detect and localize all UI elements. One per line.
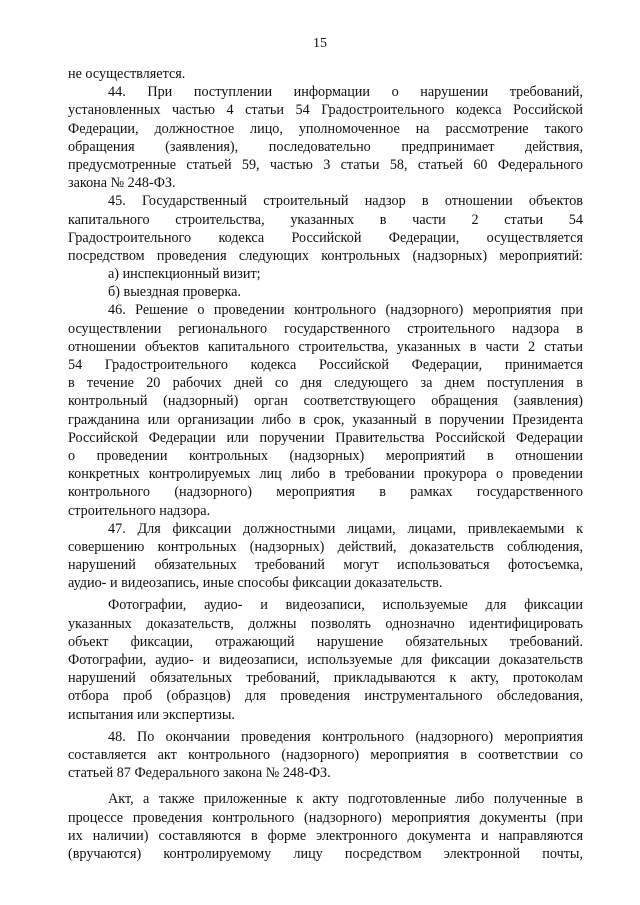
text-line: контрольного (надзорного) мероприятия в рамках государственного <box>68 484 583 501</box>
text-line: предусмотренные статьей 59, частью 3 статьи 58, статьей 60 Федерального <box>68 156 583 173</box>
text-line: их наличии) составляются в форме электронного документа и направляются <box>68 827 583 844</box>
text-line: процессе проведения контрольного (надзорного) мероприятия документы (при <box>68 809 583 826</box>
text-line: нарушений обязательных требований, прикладываются к акту, протоколам <box>68 670 583 687</box>
text-line: посредством проведения следующих контрольных (надзорных) мероприятий: <box>68 247 583 264</box>
text-line: (вручаются) контролируемому лицу посредством электронной почты, <box>68 845 583 862</box>
text-line: отбора проб (образцов) для проведения инструментального обследования, <box>68 688 583 705</box>
text-line: отношении объектов капитального строительства, указанных в части 2 статьи <box>68 338 583 355</box>
text-line: обращения (заявления), последовательно предпринимает действия, <box>68 138 583 155</box>
text-line: 44. При поступлении информации о нарушении требований, <box>108 84 583 101</box>
text-line: Фотографии, аудио- и видеозаписи, используемые для фиксации доказательств <box>68 652 583 668</box>
text-line: аудио- и видеозапись, иные способы фиксации доказательств. <box>68 575 443 592</box>
text-line: статьей 87 Федерального закона № 248-ФЗ. <box>68 765 331 782</box>
text-line: строительного надзора. <box>68 502 211 519</box>
text-line: в течение 20 рабочих дней со дня следующего за днем поступления в <box>68 375 583 392</box>
text-line: 54 Градостроительного кодекса Российской Федерации, принимается <box>68 357 583 373</box>
document-body <box>68 65 583 863</box>
text-line: гражданина или организации либо в срок, указанный в поручении Президента <box>68 411 583 428</box>
text-line: закона № 248-ФЗ. <box>68 175 176 192</box>
text-line: о проведении контрольных (надзорных) мероприятий в отношении <box>68 447 583 464</box>
text-line: объект фиксации, отражающий нарушение обязательных требований. <box>68 633 583 650</box>
text-line: испытания или экспертизы. <box>68 706 235 723</box>
text-line: совершению контрольных (надзорных) действий, доказательств соблюдения, <box>68 538 583 555</box>
text-line: 45. Государственный строительный надзор в отношении объектов <box>108 193 583 210</box>
text-line: Фотографии, аудио- и видеозаписи, используемые для фиксации <box>108 597 583 614</box>
text-line: 47. Для фиксации должностными лицами, лицами, привлекаемыми к <box>108 520 583 537</box>
text-line: 46. Решение о проведении контрольного (надзорного) мероприятия при <box>108 302 583 319</box>
text-line: а) инспекционный визит; <box>108 266 261 283</box>
text-line: указанных доказательств, должны позволять однозначно идентифицировать <box>68 615 583 632</box>
text-line: контрольный (надзорный) орган соответствующего обращения (заявления) <box>68 393 583 410</box>
text-line: Российской Федерации или поручении Правительства Российской Федерации <box>68 429 583 446</box>
text-line: конкретных контролируемых лиц либо в требовании прокурора о проведении <box>68 466 583 483</box>
text-line: б) выездная проверка. <box>108 284 242 301</box>
page-number: 15 <box>313 36 327 51</box>
text-line: составляется акт контрольного (надзорного) мероприятия в соответствии со <box>68 746 583 763</box>
text-line: осуществлении регионального государственного строительного надзора в <box>68 320 583 337</box>
text-line: Акт, а также приложенные к акту подготовленные либо полученные в <box>108 791 583 808</box>
text-line: Градостроительного кодекса Российской Федерации, осуществляется <box>68 229 583 246</box>
text-line: установленных частью 4 статьи 54 Градостроительного кодекса Российской <box>68 102 583 119</box>
text-line: Федерации, должностное лицо, уполномоченное на рассмотрение такого <box>68 120 583 137</box>
text-line: нарушений обязательных требований могут использоваться фотосъемка, <box>68 557 583 574</box>
text-line: не осуществляется. <box>68 66 186 82</box>
text-line: капитального строительства, указанных в части 2 статьи 54 <box>68 211 583 228</box>
text-line: 48. По окончании проведения контрольного (надзорного) мероприятия <box>108 728 583 745</box>
